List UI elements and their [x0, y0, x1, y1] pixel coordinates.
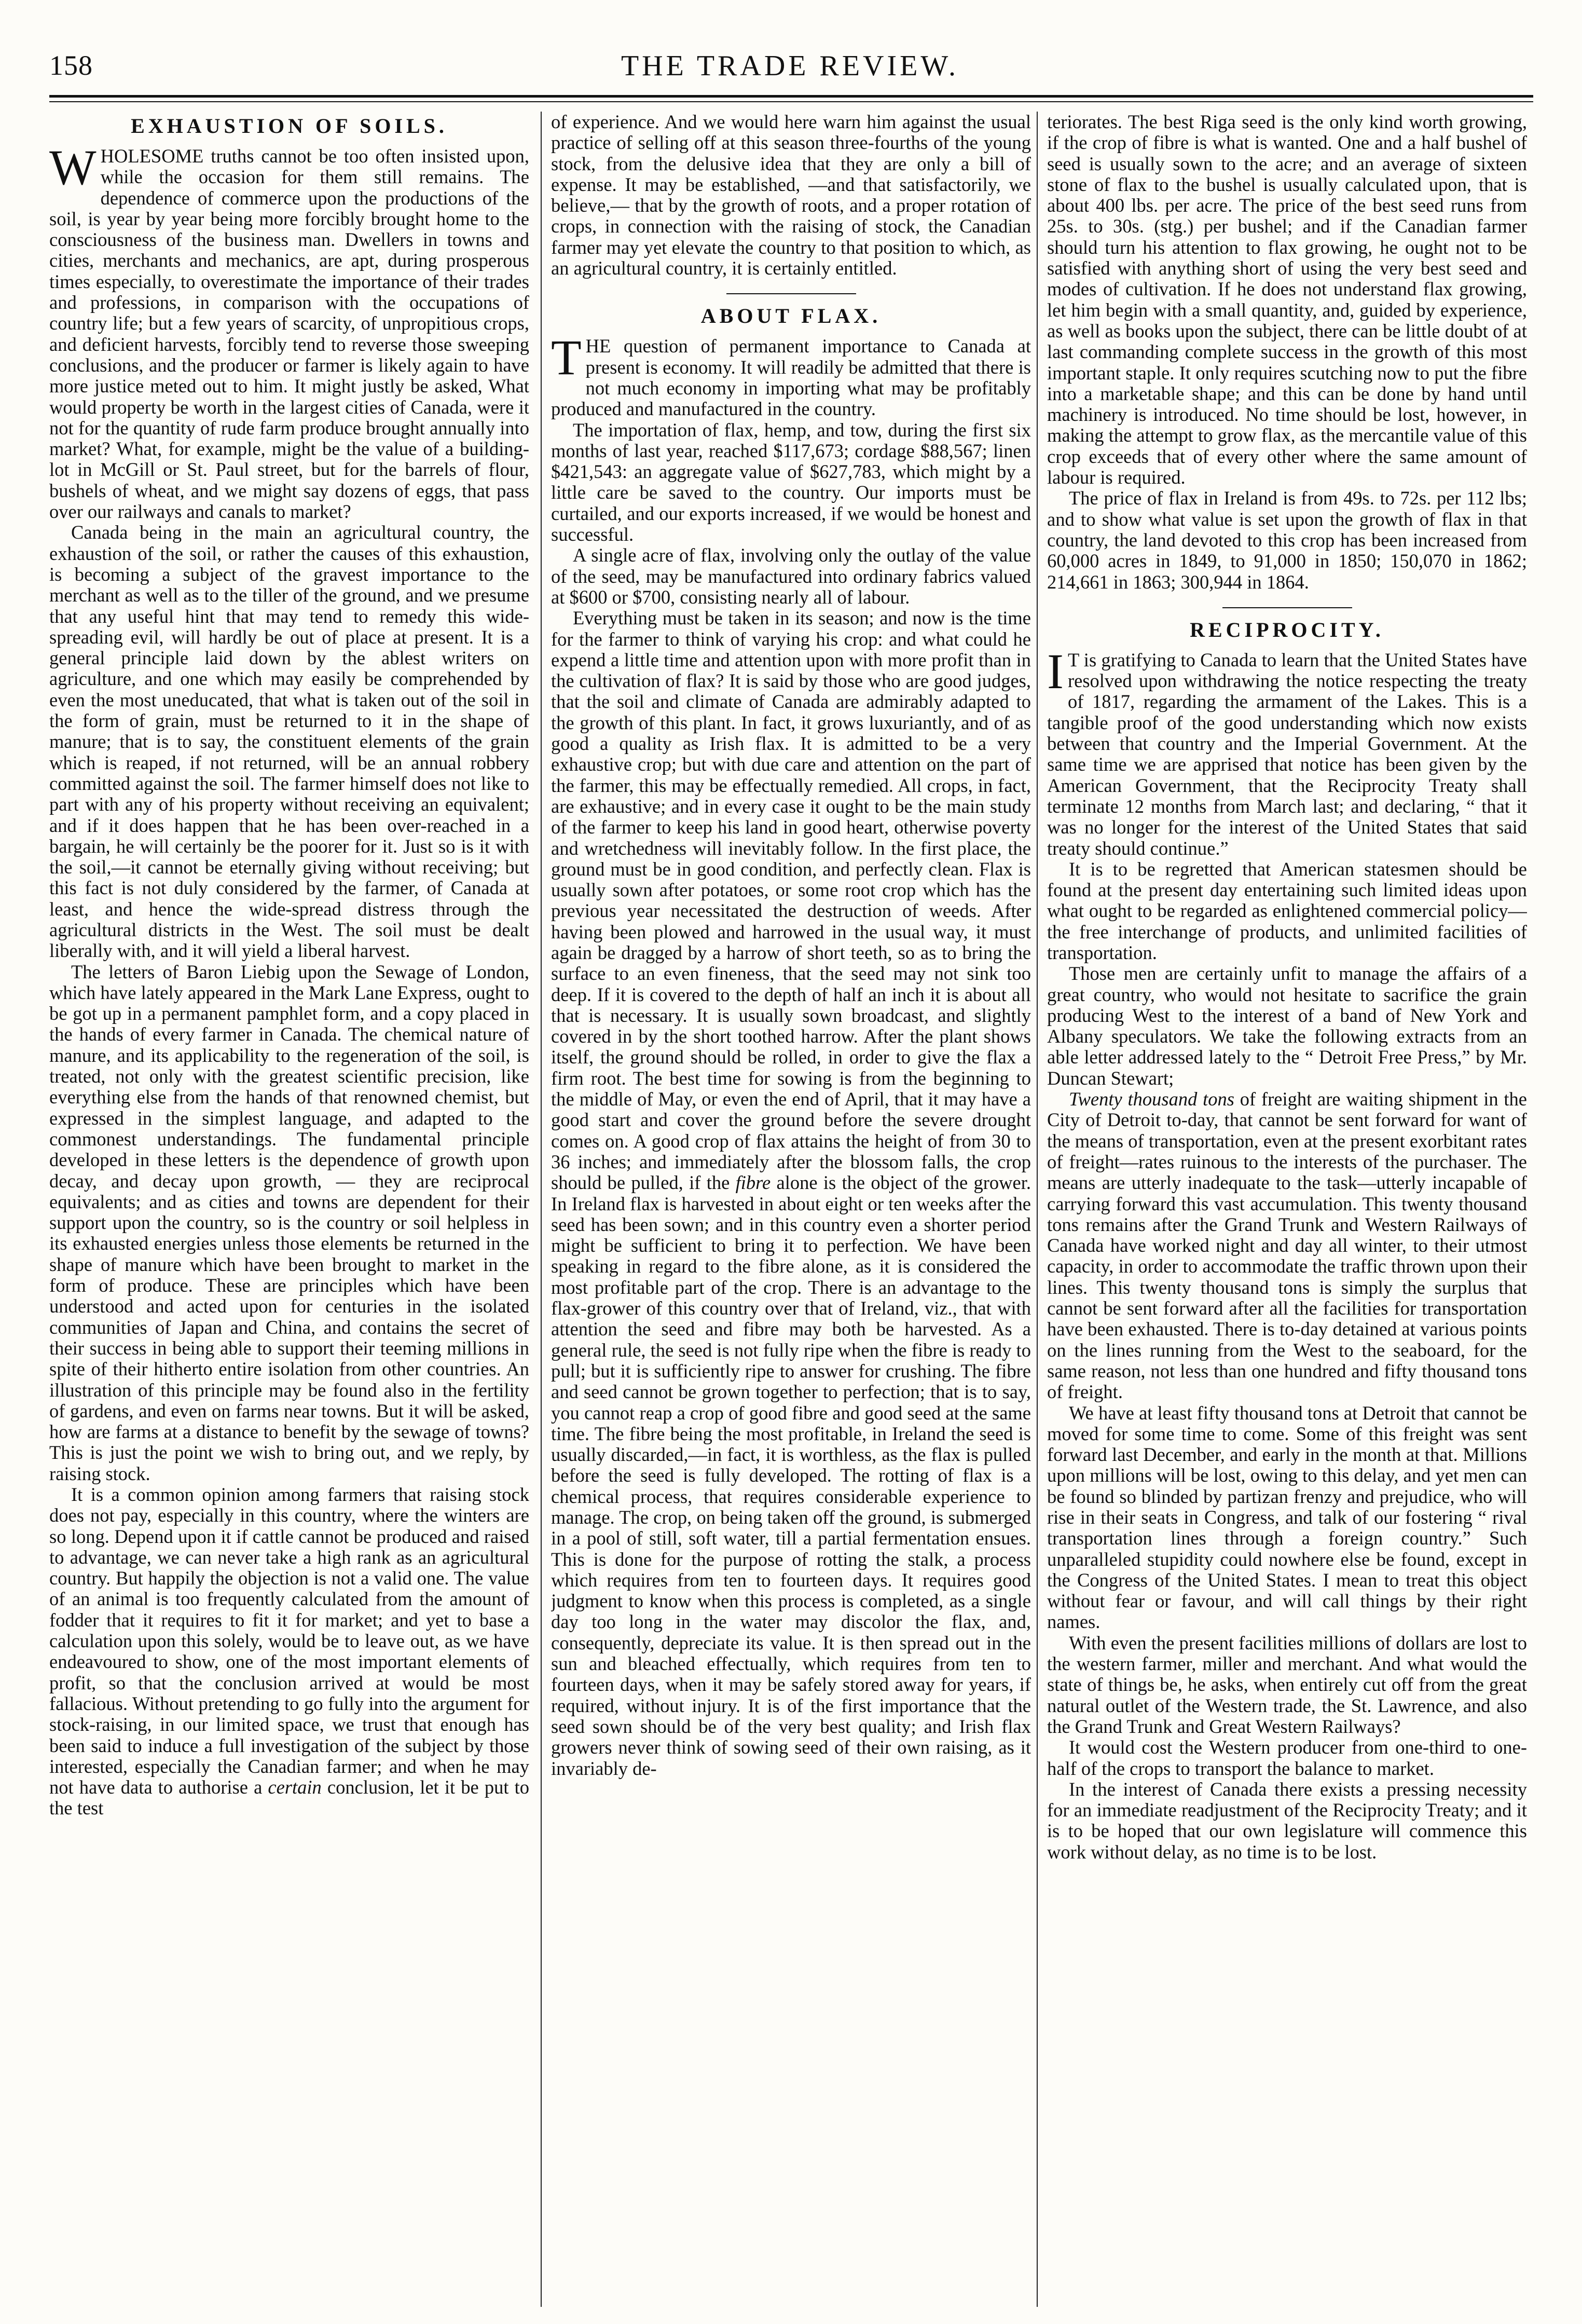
paragraph-text: alone is the object of the grower. In Ireland flax is harvested in about eight or ten weeks after the seed has been sown; and in this country even a shorter period might be sufficient to bring it to perfection. We have been speaking in regard to the fibre alone, as it is considered the most profitable part of the crop. There is an advantage to the flax-grower of this country over that of Ireland, viz., that with attention the seed and fibre may both be harvested. As a general rule, the seed is not fully ripe when the fibre is ready to pull; but it is sufficiently ripe to answer for crushing. The fibre and seed cannot be grown together to perfection; that is to say, you cannot reap a crop of good fibre and good seed at the same time. The fibre being the most profitable, in Ireland the seed is usually discarded,—in fact, it is worthless, as the flax is pulled before the seed is fully developed. The rotting of flax is a chemical process, that requires considerable experience to manage. The crop, on being taken off the ground, is submerged in a pool of still, soft water, till a partial fermentation ensues. This is done for the purpose of rotting the stalk, a process which requires from ten to fourteen days. It requires good judgment to know when this process is completed, as a single day too long in the water may discolor the flax, and, consequently, depreciate its value. It is then spread out in the sun and bleached effectually, which requires from ten to fourteen days, when it may be safely stored away for years, if required, without injury. It is of the first importance that the seed sown should be of the very best quality; and Irish flax growers never think of sowing seed of their own raising, as it invariably de-	[551, 1172, 1031, 1779]
article-separator	[1222, 607, 1352, 608]
italic-text: fibre	[735, 1172, 771, 1194]
paragraph	[1047, 1089, 1527, 1402]
column-2	[551, 112, 1031, 2307]
paragraph: The price of flax in Ireland is from 49s. to 72s. per 112 lbs; and to show what value is set upon the growth of flax in that country, the land devoted to this crop has been increased from 60,000 acres in 1849, to 91,000 in 1850; 150,070 in 1862; 214,661 in 1863; 300,944 in 1864.	[1047, 487, 1527, 593]
drop-cap: I	[1047, 643, 1064, 699]
paragraph-text: It is a common opinion among farmers that raising stock does not pay, especially in this country, where the winters are so long. Depend upon it if cattle cannot be produced and raised to advantage, we can never take a high rank as an agricultural country. But happily the objection is not a valid one. The value of an animal is too frequently calculated from the amount of fodder that it requires to fit it for market; and yet to base a calculation upon this solely, would be to leave out, as we have endeavoured to show, one of the most important elements of profit, so that the conclusion arrived at would be most fallacious. Without pretending to go fully into the argument for stock-raising, in our limited space, we trust that enough has been said to induce a full investigation of the subject by those interested, especially the Canadian farmer; and when he may not have data to authorise a	[49, 1484, 529, 1798]
paragraph: teriorates. The best Riga seed is the only kind worth growing, if the crop of fibre is what is wanted. One and a half bushel of seed is usually sown to the acre; and an average of sixteen stone of flax to the bushel is usually calculated upon, that is about 400 lbs. per acre. The price of the best seed runs from 25s. to 30s. (stg.) per bushel; and if the Canadian farmer should turn his attention to flax growing, he ought not to be satisfied with anything short of using the very best seed and modes of cultivation. If he does not understand flax growing, let him begin with a small quantity, and, guided by experience, as well as books upon the subject, there can be little doubt of at last commanding complete success in the growth of this most important staple. It only requires scutching now to put the fibre into a marketable shape; and this can be done by hand until machinery is introduced. No time should be lost, however, in making the attempt to grow flax, as the mercantile value of this crop exceeds that of every other where the same amount of labour is required.	[1047, 112, 1527, 488]
paragraph	[49, 1484, 529, 1819]
paragraph: The importation of flax, hemp, and tow, during the first six months of last year, reached $117,673; cordage $88,567; linen $421,543: an aggregate value of $627,783, which might by a little care be saved to the country. Our imports must be curtailed, and our exports increased, if we would be honest and successful.	[551, 419, 1031, 545]
italic-text: Twenty thousand tons	[1069, 1088, 1234, 1110]
paragraph-text: T is gratifying to Canada to learn that the United States have resolved upon withdrawing the notice respecting the treaty of 1817, regarding the armament of the Lakes. This is a tangible proof of the good understanding which now exists between that country and the Imperial Government. At the same time we are apprised that notice has been given by the American Government, that the Reciprocity Treaty shall terminate 12 months from March last; and declaring, “ that it was no longer for the interest of the United States that said treaty should continue.”	[1047, 649, 1527, 859]
paragraph: A single acre of flax, involving only the outlay of the value of the seed, may be manufactured into ordinary fabrics valued at $600 or $700, consisting nearly all of labour.	[551, 544, 1031, 608]
column-divider	[541, 112, 542, 2307]
column-3	[1047, 112, 1527, 2307]
paragraph	[551, 608, 1031, 1779]
paragraph-text: conclusion, let it be put to the test	[49, 1776, 529, 1819]
paragraph: The letters of Baron Liebig upon the Sewage of London, which have lately appeared in the Mark Lane Express, ought to be got up in a permanent pamphlet form, and a copy placed in the hands of every farmer in Canada. The chemical nature of manure, and its applicability to the regeneration of the soil, is treated, not only with the greatest scientific precision, like everything else from the hands of that renowned chemist, but expressed in the simplest language, and adapted to the commonest understandings. The fundamental principle developed in these letters is the dependence of growth upon decay, and decay upon growth, — they are reciprocal equivalents; and as cities and towns are dependent for their support upon the country, so is the country or soil helpless in its exhausted energies unless those elements be returned in the shape of manure which have been brought to market in the form of produce. These are principles which have been understood and acted upon for centuries in the isolated communities of Japan and China, and contains the secret of their success in being able to support their teeming millions in spite of their hitherto entire isolation from other countries. An illustration of this principle may be found also in the fertility of gardens, and even on farms near towns. But it will be asked, how are farms at a distance to benefit by the sewage of towns? This is just the point we wish to bring out, and we reply, by raising stock.	[49, 961, 529, 1484]
paragraph: It would cost the Western producer from one-third to one-half of the crops to transport the balance to market.	[1047, 1737, 1527, 1779]
paragraph-text: Everything must be taken in its season; and now is the time for the farmer to think of varying his crop: and what could he expend a little time and attention upon with more profit than in the cultivation of flax? It is said by those who are good judges, that the soil and climate of Canada are admirably adapted to the growth of this plant. In fact, it grows luxuriantly, and of as good a quality as Irish flax. It is admitted to be a very exhaustive crop; but with due care and attention on the part of the farmer, this may be effectually remedied. All crops, in fact, are exhaustive; and in every case it ought to be the main study of the farmer to keep his land in good heart, otherwise poverty and wretchedness will inevitably follow. In the first place, the ground must be in good condition, and perfectly clean. Flax is usually sown after potatoes, or some root crop which has the previous year necessitated the destruction of weeds. After having been plowed and harrowed in the usual way, it must again be dragged by a harrow of short teeth, so as to bring the surface to an even fineness, that the seed may not sink too deep. If it is covered to the depth of half an inch it is about all that is necessary. It is usually sown broadcast, and slightly covered in by the short toothed harrow. After the plant shows itself, the ground should be rolled, in order to give the flax a firm root. The best time for sowing is from the beginning to the middle of May, or even the end of April, that it may have a good start and cover the ground before the severe drought comes on. A good crop of flax attains the height of from 30 to 36 inches; and immediately after the blossom falls, the crop should be pulled, if the	[551, 607, 1031, 1194]
drop-cap: T	[551, 330, 582, 386]
paragraph: Those men are certainly unfit to manage the affairs of a great country, who would not hesitate to sacrifice the grain producing West to the interest of a band of New York and Albany speculators. We take the following extracts from an able letter addressed lately to the “ Detroit Free Press,” by Mr. Duncan Stewart;	[1047, 963, 1527, 1089]
publication-title: THE TRADE REVIEW.	[621, 50, 959, 82]
italic-text: certain	[268, 1776, 322, 1798]
paragraph: We have at least fifty thousand tons at Detroit that cannot be moved for some time to come. Some of this freight was sent forward last December, and early in the month at that. Millions upon millions will be lost, owing to this delay, and yet men can be found so blinded by partizan frenzy and prejudice, who will rise in their seats in Congress, and talk of our fostering “ rival transportation lines through a foreign country.” Such unparalleled stupidity could nowhere else be found, except in the Congress of the United States. I mean to treat this object without fear or favour, and will call things by their right names.	[1047, 1402, 1527, 1633]
paragraph: In the interest of Canada there exists a pressing necessity for an immediate readjustment of the Reciprocity Treaty; and it is to be hoped that our own legislature will commence this work without delay, as no time is to be lost.	[1047, 1778, 1527, 1863]
article-title-flax: ABOUT FLAX.	[700, 304, 882, 328]
article-separator	[726, 293, 856, 294]
paragraph: Canada being in the main an agricultural country, the exhaustion of the soil, or rather the causes of this exhaustion, is becoming a subject of the gravest importance to the merchant as well as to the tiller of the ground, and we presume that any useful hint that may tend to remedy this wide-spreading evil, will hardly be out of place at present. It is a general principle laid down by the ablest writers on agriculture, and one which may easily be comprehended by even the most uneducated, that what is taken out of the soil in the form of grain, must be returned to it in the shape of manure; that is to say, the constituent elements of the grain which is reaped, if not returned, will be an annual robbery committed against the soil. The farmer himself does not like to part with any of his property without receiving an equivalent; and if it does happen that he has been over-reached in a bargain, he will certainly be the poorer for it. Just so is it with the soil,—it cannot be eternally giving without receiving; but this fact is not duly considered by the farmer, of Canada at least, and hence the wide-spread distress through the agricultural districts in the West. The soil must be dealt liberally with, and it will yield a liberal harvest.	[49, 522, 529, 962]
column-divider	[1037, 112, 1038, 2307]
header-rule-thick	[49, 95, 1533, 98]
header-rule-thin	[49, 101, 1533, 102]
paragraph: It is to be regretted that American statesmen should be found at the present day entertaining such limited ideas upon what ought to be regarded as enlightened commercial policy—the free interchange of products, and unlimited facilities of transportation.	[1047, 858, 1527, 963]
paragraph-text: HOLESOME truths cannot be too often insisted upon, while the occasion for them still remains. The dependence of commerce upon the productions of the soil, is year by year being more forcibly brought home to the consciousness of the business man. Dwellers in towns and cities, merchants and mechanics, are apt, during prosperous times especially, to overestimate the importance of their trades and professions, in comparison with the occupations of country life; but a few years of scarcity, of unpropitious crops, and deficient harvests, forcibly tend to reverse those sweeping conclusions, and the producer or farmer is likely again to have more justice meted out to him. It might justly be asked, What would property be worth in the largest cities of Canada, were it not for the quantity of rude farm produce brought annually into market? What, for example, might be the value of a building-lot in McGill or St. Paul street, but for the barrels of flour, bushels of wheat, and we might say dozens of eggs, that pass over our railways and canals to market?	[49, 145, 529, 523]
paragraph-text: of freight are waiting shipment in the City of Detroit to-day, that cannot be sent forward for want of the means of transportation, even at the present exorbitant rates of freight—rates ruinous to the interests of the purchaser. The means are utterly inadequate to the task—utterly incapable of carrying forward this vast accumulation. This twenty thousand tons remains after the Grand Trunk and Western Railways of Canada have worked night and day all winter, to their utmost capacity, in order to accommodate the traffic thrown upon their lines. This twenty thousand tons is simply the surplus that cannot be sent forward after all the facilities for transportation have been exhausted. There is to-day detained at various points on the lines running from the West to the seaboard, for the same reason, not less than one hundred and fifty thousand tons of freight.	[1047, 1088, 1527, 1403]
page-header	[49, 49, 1531, 93]
column-1	[49, 112, 529, 2307]
paragraph	[1047, 643, 1527, 859]
article-title-soils: EXHAUSTION OF SOILS.	[131, 114, 448, 138]
paragraph: With even the present facilities millions of dollars are lost to the western farmer, miller and merchant. And what would the state of things be, he asks, when entirely cut off from the great natural outlet of the Western trade, the St. Lawrence, and also the Grand Trunk and Great Western Railways?	[1047, 1632, 1527, 1737]
article-title-reciprocity: RECIPROCITY.	[1190, 618, 1384, 641]
paragraph: of experience. And we would here warn him against the usual practice of selling off at this season three-fourths of the young stock, from the delusive idea that they are only a bill of expense. It may be established, —and that satisfactorily, we believe,— that by the growth of roots, and a proper rotation of crops, in connection with the raising of stock, the Canadian farmer may yet elevate the country to that position to which, as an agricultural country, it is certainly entitled.	[551, 112, 1031, 279]
page-number: 158	[49, 50, 93, 81]
drop-cap: W	[49, 140, 97, 195]
paragraph	[49, 140, 529, 523]
paragraph-text: HE question of permanent importance to Canada at present is economy. It will readily be admitted that there is not much economy in importing what may be profitably produced and manufactured in the country.	[551, 335, 1031, 420]
paragraph	[551, 330, 1031, 420]
